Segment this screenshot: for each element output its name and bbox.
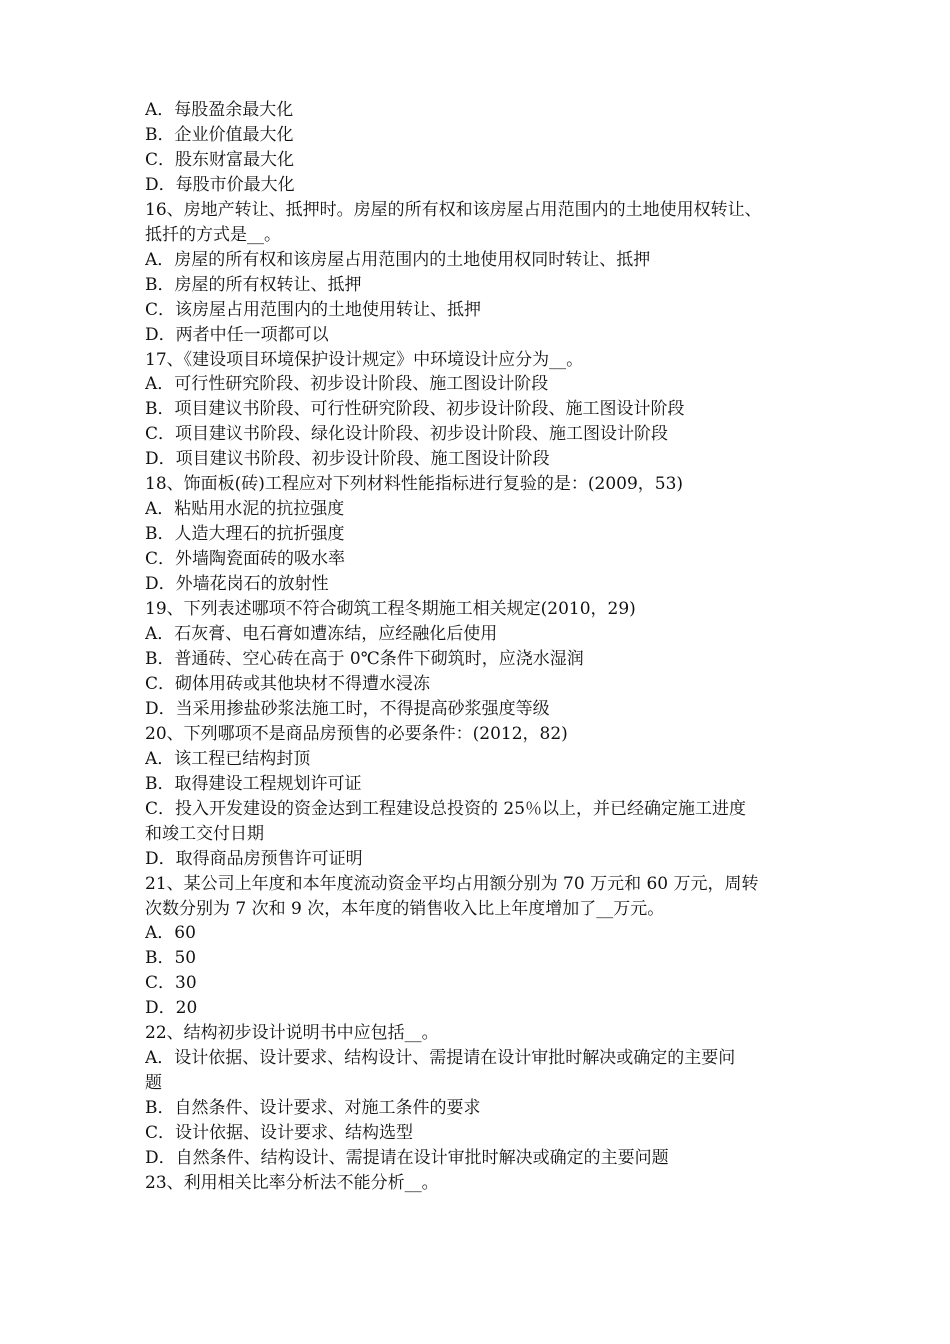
option-a-16: A．房屋的所有权和该房屋占用范围内的土地使用权同时转让、抵押 <box>145 249 651 270</box>
option-b-15: B．企业价值最大化 <box>145 124 294 145</box>
option-c-15: C．股东财富最大化 <box>145 149 295 170</box>
option-a-21: A．60 <box>145 923 196 944</box>
option-c-19: C．砌体用砖或其他块材不得遭水浸冻 <box>145 673 431 694</box>
question-16-line-1: 16、房地产转让、抵押时。房屋的所有权和该房屋占用范围内的土地使用权转让、 <box>145 199 762 220</box>
option-a-20: A．该工程已结构封顶 <box>145 748 311 769</box>
option-d-19: D．当采用掺盐砂浆法施工时，不得提高砂浆强度等级 <box>145 698 550 719</box>
question-19: 19、下列表述哪项不符合砌筑工程冬期施工相关规定(2010，29) <box>145 599 636 620</box>
option-d-18: D．外墙花岗石的放射性 <box>145 574 329 595</box>
option-d-16: D．两者中任一项都可以 <box>145 324 329 345</box>
option-c-20-line-2: 和竣工交付日期 <box>145 823 264 844</box>
option-a-19: A．石灰膏、电石膏如遭冻结，应经融化后使用 <box>145 624 498 645</box>
question-20: 20、下列哪项不是商品房预售的必要条件：(2012，82) <box>145 723 568 744</box>
option-d-15: D．每股市价最大化 <box>145 174 295 195</box>
option-c-22: C．设计依据、设计要求、结构选型 <box>145 1123 414 1144</box>
option-b-17: B．项目建议书阶段、可行性研究阶段、初步设计阶段、施工图设计阶段 <box>145 399 685 420</box>
option-c-17: C．项目建议书阶段、绿化设计阶段、初步设计阶段、施工图设计阶段 <box>145 424 669 445</box>
option-c-16: C．该房屋占用范围内的土地使用转让、抵押 <box>145 299 482 320</box>
question-22: 22、结构初步设计说明书中应包括__。 <box>145 1023 439 1044</box>
option-b-20: B．取得建设工程规划许可证 <box>145 773 362 794</box>
option-d-20: D．取得商品房预售许可证明 <box>145 848 363 869</box>
option-d-17: D．项目建议书阶段、初步设计阶段、施工图设计阶段 <box>145 449 550 470</box>
option-c-18: C．外墙陶瓷面砖的吸水率 <box>145 549 346 570</box>
option-d-21: D．20 <box>145 998 198 1019</box>
option-a-18: A．粘贴用水泥的抗拉强度 <box>145 499 345 520</box>
option-b-18: B．人造大理石的抗折强度 <box>145 524 345 545</box>
question-18: 18、饰面板(砖)工程应对下列材料性能指标进行复验的是：(2009，53) <box>145 474 684 495</box>
question-23: 23、利用相关比率分析法不能分析__。 <box>145 1172 439 1193</box>
question-21-line-2: 次数分别为 7 次和 9 次，本年度的销售收入比上年度增加了__万元。 <box>145 898 665 919</box>
option-b-19: B．普通砖、空心砖在高于 0℃条件下砌筑时，应浇水湿润 <box>145 648 584 669</box>
option-b-21: B．50 <box>145 948 197 969</box>
option-c-20-line-1: C．投入开发建设的资金达到工程建设总投资的 25％以上，并已经确定施工进度 <box>145 798 747 819</box>
question-17: 17、《建设项目环境保护设计规定》中环境设计应分为__。 <box>145 349 584 370</box>
document-body <box>145 98 813 1196</box>
question-21-line-1: 21、某公司上年度和本年度流动资金平均占用额分别为 70 万元和 60 万元，周转 <box>145 873 759 894</box>
option-a-22-line-1: A．设计依据、设计要求、结构设计、需提请在设计审批时解决或确定的主要问 <box>145 1048 736 1069</box>
option-d-22: D．自然条件、结构设计、需提请在设计审批时解决或确定的主要问题 <box>145 1148 669 1169</box>
option-a-15: A．每股盈余最大化 <box>145 100 294 120</box>
question-16-line-2: 抵扦的方式是__。 <box>145 224 281 245</box>
option-a-17: A．可行性研究阶段、初步设计阶段、施工图设计阶段 <box>145 374 549 395</box>
option-c-21: C．30 <box>145 973 197 994</box>
option-b-16: B．房屋的所有权转让、抵押 <box>145 274 362 295</box>
option-a-22-line-2: 题 <box>145 1073 162 1094</box>
option-b-22: B．自然条件、设计要求、对施工条件的要求 <box>145 1098 481 1119</box>
